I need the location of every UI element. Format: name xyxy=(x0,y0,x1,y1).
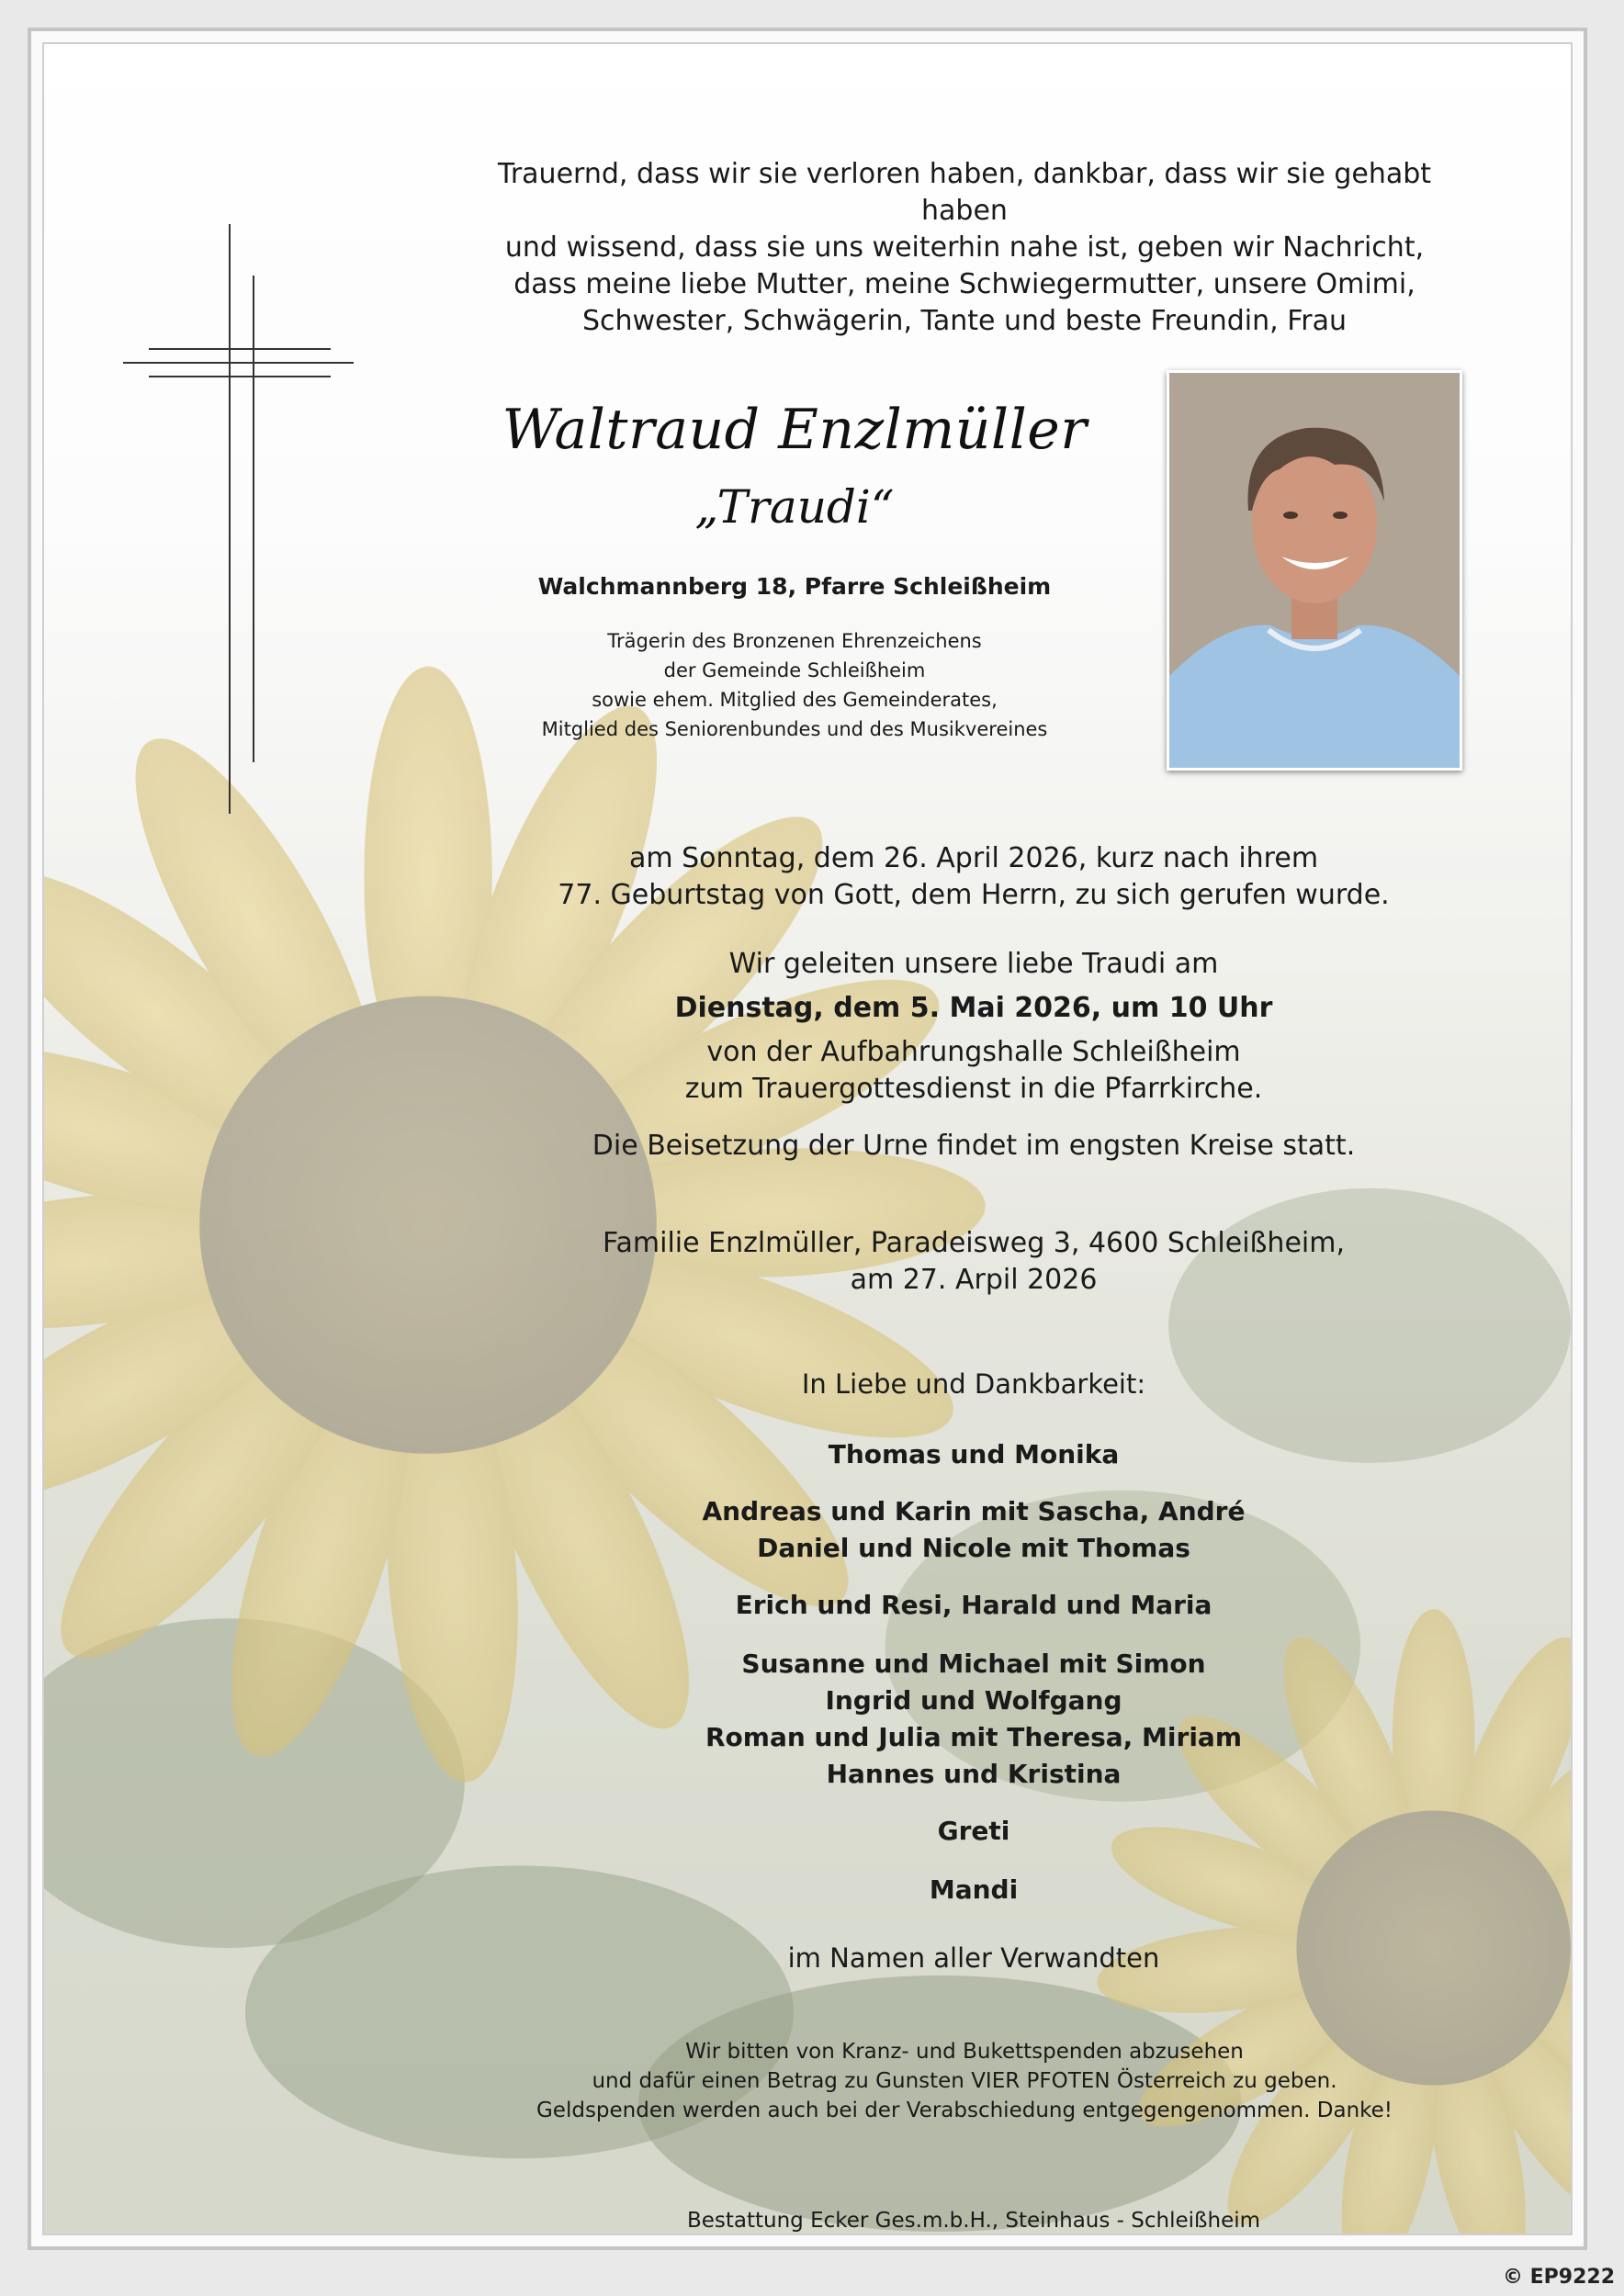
mourner-group xyxy=(514,1813,1433,1850)
honor-line: Mitglied des Seniorenbundes und des Musikvereines xyxy=(541,718,1048,740)
intro-line: Schwester, Schwägerin, Tante und beste Freundin, Frau xyxy=(581,305,1348,337)
mourner-group xyxy=(514,1646,1433,1793)
honor-line: Trägerin des Bronzenen Ehrenzeichens xyxy=(607,630,982,652)
mourner-line: Roman und Julia mit Theresa, Miriam xyxy=(705,1722,1242,1752)
mourner-line: Erich und Resi, Harald und Maria xyxy=(735,1590,1212,1620)
funeral-line: von der Aufbahrungshalle Schleißheim xyxy=(706,1036,1241,1068)
funeral-intro: Wir geleiten unsere liebe Traudi am xyxy=(728,948,1219,980)
family-line: Familie Enzlmüller, Paradeisweg 3, 4600 Schleißheim, xyxy=(603,1227,1345,1259)
mourner-group xyxy=(514,1493,1433,1567)
family-line: am 27. Arpil 2026 xyxy=(850,1264,1098,1296)
urn-note: Die Beisetzung der Urne findet im engsten Kreise statt. xyxy=(592,1130,1356,1162)
mourner-line: Ingrid und Wolfgang xyxy=(825,1685,1122,1716)
family-address xyxy=(514,1225,1433,1299)
intro-text xyxy=(478,156,1451,340)
document-code: © EP9222 xyxy=(1502,2266,1615,2289)
mourner-group xyxy=(514,1587,1433,1624)
intro-line: Trauernd, dass wir sie verloren haben, dankbar, dass wir sie gehabt haben xyxy=(497,158,1432,227)
mourner-line: Andreas und Karin mit Sascha, André xyxy=(702,1496,1246,1526)
mourner-line: Susanne und Michael mit Simon xyxy=(741,1649,1206,1679)
funeral-date: Dienstag, dem 5. Mai 2026, um 10 Uhr xyxy=(674,992,1273,1024)
mourner-group xyxy=(514,1872,1433,1908)
closing-line: im Namen aller Verwandten xyxy=(787,1942,1160,1974)
funeral-line: zum Trauergottesdienst in die Pfarrkirche. xyxy=(684,1073,1263,1105)
honor-line: der Gemeinde Schleißheim xyxy=(663,659,926,681)
mourner-line: Greti xyxy=(937,1816,1010,1846)
deceased-name: Waltraud Enzlmüller xyxy=(502,398,1088,462)
mourner-line: Daniel und Nicole mit Thomas xyxy=(757,1533,1190,1563)
mourner-line: Mandi xyxy=(929,1874,1019,1905)
death-line: 77. Geburtstag von Gott, dem Herrn, zu sich gerufen wurde. xyxy=(558,879,1390,911)
mourner-line: Thomas und Monika xyxy=(828,1439,1120,1469)
deceased-nickname: „Traudi“ xyxy=(694,480,895,534)
honor-line: sowie ehem. Mitglied des Gemeinderates, xyxy=(592,689,998,711)
mourner-group xyxy=(514,1436,1433,1473)
deceased-honors xyxy=(478,626,1111,744)
undertaker-credit: Bestattung Ecker Ges.m.b.H., Steinhaus - Schleißheim xyxy=(686,2209,1261,2233)
death-line: am Sonntag, dem 26. April 2026, kurz nach ihrem xyxy=(628,842,1319,874)
deceased-address: Walchmannberg 18, Pfarre Schleißheim xyxy=(537,573,1052,600)
love-heading: In Liebe und Dankbarkeit: xyxy=(801,1368,1146,1400)
donation-note xyxy=(478,2037,1451,2125)
donation-line: Wir bitten von Kranz- und Bukettspenden abzusehen xyxy=(685,2040,1244,2064)
intro-line: und wissend, dass sie uns weiterhin nahe ist, geben wir Nachricht, xyxy=(504,231,1425,264)
funeral-details xyxy=(514,1034,1433,1108)
intro-line: dass meine liebe Mutter, meine Schwiegermutter, unsere Omimi, xyxy=(513,268,1415,300)
mourner-line: Hannes und Kristina xyxy=(826,1759,1122,1789)
death-notice xyxy=(514,840,1433,914)
donation-line: Geldspenden werden auch bei der Verabschiedung entgegengenommen. Danke! xyxy=(536,2099,1393,2122)
donation-line: und dafür einen Betrag zu Gunsten VIER PFOTEN Österreich zu geben. xyxy=(592,2069,1337,2093)
